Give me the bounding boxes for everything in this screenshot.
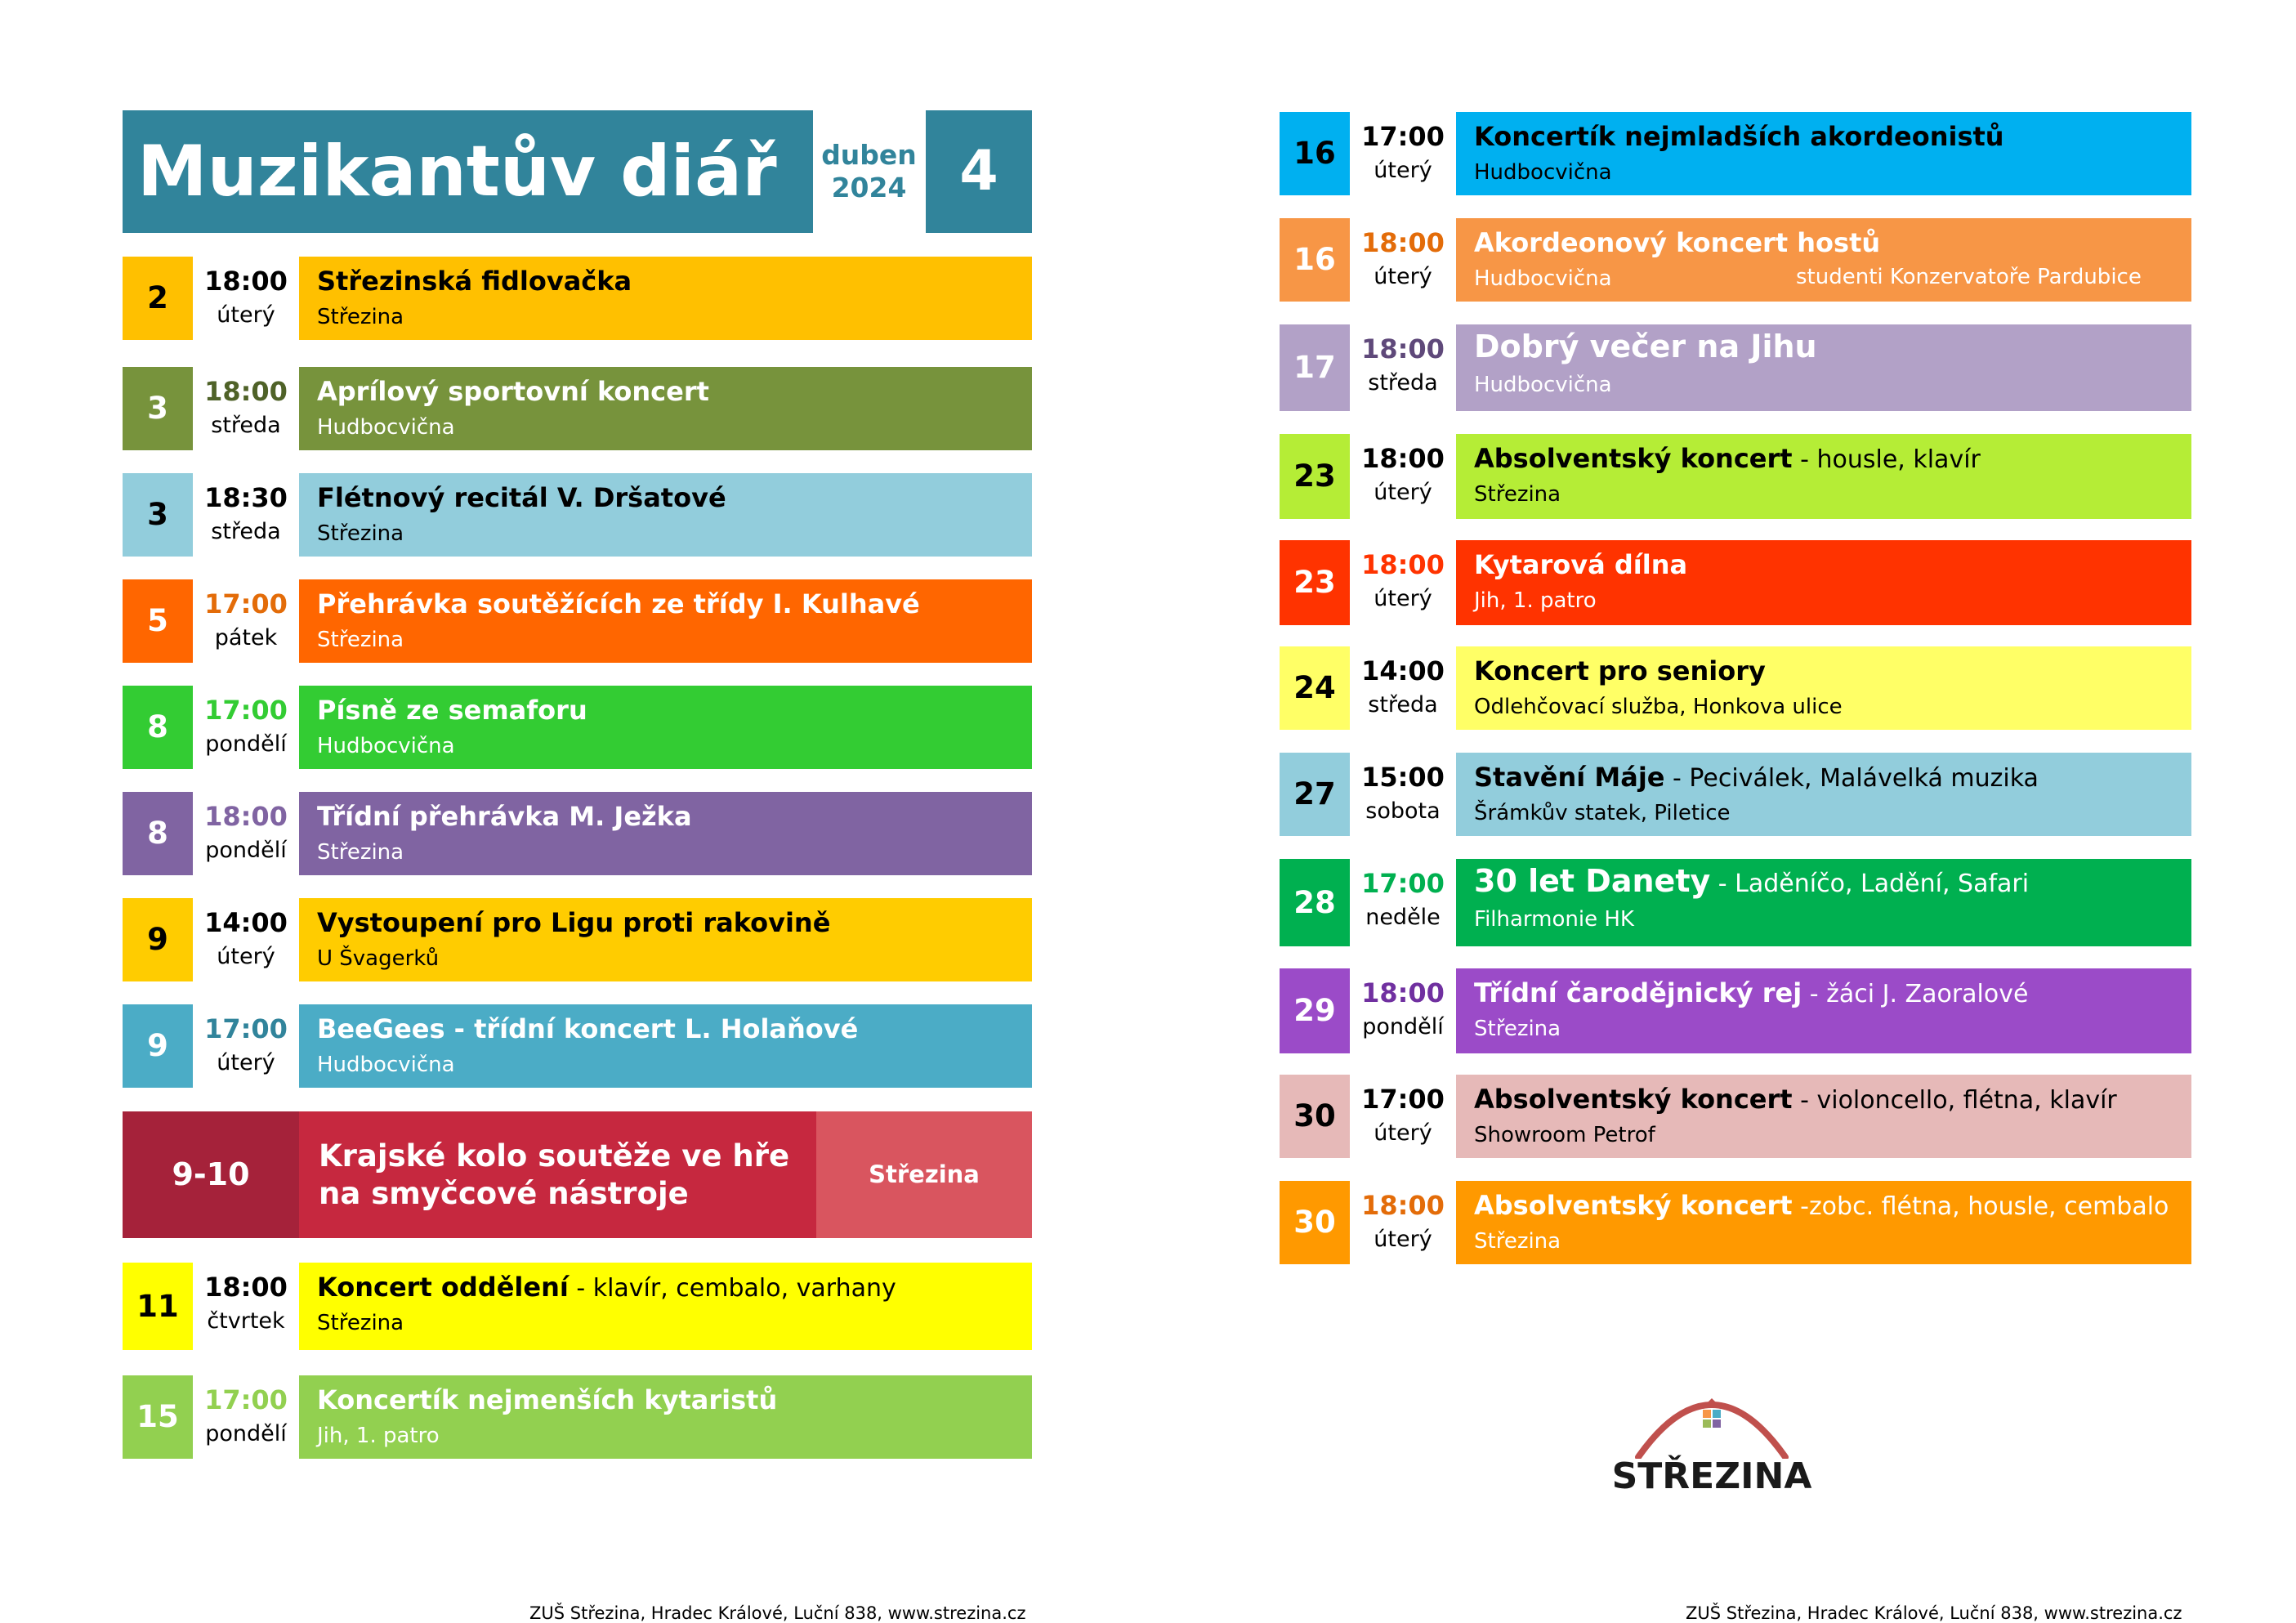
event-day: 29	[1280, 968, 1350, 1053]
event-weekday: neděle	[1365, 905, 1441, 930]
special-event-venue: Střezina	[816, 1111, 1032, 1238]
event-band	[299, 1375, 1032, 1459]
event-weekday: čtvrtek	[207, 1308, 285, 1334]
event-venue: Střezina	[317, 305, 404, 329]
event-venue: Střezina	[1474, 482, 1561, 507]
event-band	[1456, 324, 2191, 411]
event-title-line	[317, 798, 1032, 836]
event-time: 18:00	[1361, 977, 1445, 1008]
event-title: Střezinská fidlovačka	[317, 266, 632, 297]
month-number: 4	[926, 110, 1032, 233]
event-venue: Střezina	[1474, 1017, 1561, 1041]
event-time: 18:30	[204, 482, 288, 513]
event-venue: U Švagerků	[317, 946, 440, 971]
month-name: duben	[821, 139, 917, 171]
event-venue: Jih, 1. patro	[1474, 588, 1597, 613]
event-title: Absolventský koncert	[1474, 443, 1793, 474]
event-title-line	[1474, 1187, 2191, 1225]
event-title: Třídní čarodějnický rej	[1474, 977, 1802, 1008]
event-title-line	[317, 1269, 1032, 1307]
event-weekday: středa	[211, 413, 281, 438]
event-time-block	[1350, 859, 1456, 942]
event-band	[299, 792, 1032, 875]
event-title: Koncert oddělení	[317, 1272, 569, 1303]
event-weekday: středa	[1368, 370, 1438, 396]
event-venue: Odlehčovací služba, Honkova ulice	[1474, 695, 1843, 719]
event-title-line	[317, 263, 1032, 301]
event-band	[1456, 753, 2191, 836]
event-venue: Střezina	[1474, 1229, 1561, 1254]
event-day: 17	[1280, 324, 1350, 411]
event-day: 16	[1280, 218, 1350, 302]
event-band	[299, 898, 1032, 981]
event-weekday: úterý	[217, 944, 275, 969]
event-time-block	[1350, 112, 1456, 195]
event-day: 8	[123, 792, 193, 875]
event-time: 18:00	[1361, 1190, 1445, 1221]
event-time-block	[1350, 540, 1456, 624]
event-day: 30	[1280, 1181, 1350, 1264]
event-weekday: středa	[211, 519, 281, 544]
event-band	[299, 257, 1032, 340]
event-title: Písně ze semaforu	[317, 695, 587, 726]
event-time-block	[1350, 646, 1456, 730]
event-weekday: pondělí	[205, 838, 287, 863]
event-time-block	[193, 1004, 299, 1088]
event-title-line	[317, 480, 1032, 517]
event-band	[299, 367, 1032, 450]
event-time: 17:00	[204, 695, 288, 726]
event-title: Koncert pro seniory	[1474, 655, 1766, 686]
event-title: Přehrávka soutěžících ze třídy I. Kulhavé	[317, 588, 920, 619]
event-day: 5	[123, 579, 193, 663]
event-time: 18:00	[204, 376, 288, 407]
event-day: 24	[1280, 646, 1350, 730]
event-time: 17:00	[1361, 868, 1445, 899]
event-day: 8	[123, 686, 193, 769]
event-time-block	[193, 367, 299, 450]
event-title: Akordeonový koncert hostů	[1474, 227, 1881, 258]
event-day: 3	[123, 367, 193, 450]
event-weekday: úterý	[1374, 586, 1432, 611]
event-title: Kytarová dílna	[1474, 549, 1688, 580]
event-title-line	[1474, 440, 2191, 478]
event-time-block	[193, 898, 299, 981]
event-day: 30	[1280, 1075, 1350, 1158]
special-event-title	[299, 1111, 816, 1238]
event-venue: Showroom Petrof	[1474, 1123, 1655, 1147]
event-time: 18:00	[1361, 549, 1445, 580]
event-time-block	[1350, 324, 1456, 408]
event-time-block	[1350, 1181, 1456, 1264]
event-venue: Filharmonie HK	[1474, 907, 1634, 932]
event-time-block	[1350, 434, 1456, 517]
event-time-block	[1350, 753, 1456, 836]
year-label: 2024	[831, 172, 907, 203]
event-extra: -zobc. flétna, housle, cembalo	[1792, 1192, 2169, 1221]
event-weekday: pondělí	[205, 731, 287, 757]
event-day: 2	[123, 257, 193, 340]
footer-right: ZUŠ Střezina, Hradec Králové, Luční 838, www.strezina.cz	[1686, 1603, 2182, 1623]
event-weekday: středa	[1368, 692, 1438, 718]
event-time: 17:00	[204, 1013, 288, 1044]
event-title: Absolventský koncert	[1474, 1190, 1793, 1221]
strezina-logo	[1597, 1369, 1826, 1508]
event-extra: - violoncello, flétna, klavír	[1792, 1086, 2117, 1115]
event-day: 9	[123, 898, 193, 981]
event-title: Aprílový sportovní koncert	[317, 376, 709, 407]
event-weekday: úterý	[217, 1050, 275, 1075]
event-venue: Střezina	[317, 840, 404, 865]
event-band	[1456, 434, 2191, 519]
event-title-line	[1474, 653, 2191, 691]
event-time: 18:00	[204, 266, 288, 297]
event-venue: Hudbocvična	[317, 1053, 455, 1077]
event-time-block	[193, 473, 299, 557]
event-time: 18:00	[204, 801, 288, 832]
event-title-line	[317, 692, 1032, 730]
logo-graphic	[1597, 1369, 1826, 1459]
event-title-line	[1474, 759, 2191, 797]
footer-left: ZUŠ Střezina, Hradec Králové, Luční 838, www.strezina.cz	[529, 1603, 1026, 1623]
event-title: Třídní přehrávka M. Ježka	[317, 801, 692, 832]
event-band	[299, 473, 1032, 557]
event-weekday: pátek	[214, 625, 278, 651]
event-title: Dobrý večer na Jihu	[1474, 329, 1817, 364]
event-band	[1456, 859, 2191, 946]
event-time: 18:00	[1361, 443, 1445, 474]
event-weekday: úterý	[1374, 480, 1432, 505]
event-title: Stavění Máje	[1474, 762, 1665, 793]
event-band	[299, 1004, 1032, 1088]
event-title-line	[1474, 118, 2191, 156]
special-event	[123, 1111, 1032, 1238]
event-title-line	[1474, 547, 2191, 584]
event-day: 15	[123, 1375, 193, 1459]
event-title: BeeGees - třídní koncert L. Holaňové	[317, 1013, 859, 1044]
event-time-block	[1350, 218, 1456, 302]
event-day: 11	[123, 1263, 193, 1350]
event-day: 3	[123, 473, 193, 557]
event-day: 23	[1280, 434, 1350, 519]
event-time-block	[193, 579, 299, 663]
event-weekday: pondělí	[205, 1421, 287, 1446]
event-time: 18:00	[1361, 333, 1445, 364]
event-title: Absolventský koncert	[1474, 1084, 1793, 1115]
event-weekday: úterý	[1374, 1120, 1432, 1146]
event-venue: Šrámkův statek, Piletice	[1474, 801, 1731, 825]
event-time-block	[1350, 968, 1456, 1052]
event-band	[1456, 218, 2191, 302]
event-band	[1456, 646, 2191, 730]
event-title-line	[1474, 975, 2191, 1013]
event-time: 14:00	[204, 907, 288, 938]
event-day: 28	[1280, 859, 1350, 946]
event-band	[1456, 1181, 2191, 1264]
event-day: 9	[123, 1004, 193, 1088]
event-band	[299, 1263, 1032, 1350]
event-venue: Hudbocvična	[1474, 373, 1612, 397]
event-weekday: úterý	[1374, 158, 1432, 183]
event-time: 18:00	[1361, 227, 1445, 258]
event-venue: Střezina	[317, 628, 404, 652]
event-day: 16	[1280, 112, 1350, 195]
logo-text: STŘEZINA	[1611, 1455, 1812, 1497]
event-weekday: úterý	[1374, 264, 1432, 289]
event-day: 27	[1280, 753, 1350, 836]
event-title-line	[317, 1382, 1032, 1420]
event-extra: - housle, klavír	[1792, 445, 1981, 474]
event-time-block	[193, 686, 299, 769]
event-title: Koncertík nejmenších kytaristů	[317, 1384, 778, 1415]
event-time: 17:00	[1361, 121, 1445, 152]
event-venue: Střezina	[317, 1311, 404, 1335]
special-event-days: 9-10	[123, 1111, 299, 1238]
event-time: 15:00	[1361, 762, 1445, 793]
event-time-block	[193, 257, 299, 340]
event-time: 17:00	[1361, 1084, 1445, 1115]
event-band	[1456, 540, 2191, 625]
event-venue: Hudbocvična	[317, 415, 455, 440]
event-time-block	[193, 1263, 299, 1346]
event-band	[299, 579, 1032, 663]
event-extra: - žáci J. Zaoralové	[1802, 980, 2029, 1008]
event-time-block	[193, 792, 299, 875]
event-extra: - Laděníčo, Ladění, Safari	[1710, 870, 2030, 898]
event-time: 17:00	[204, 588, 288, 619]
event-title-line	[317, 905, 1032, 942]
event-title-line	[1474, 1081, 2191, 1119]
event-venue-note: studenti Konzervatoře Pardubice	[1796, 265, 2142, 289]
event-title-line	[317, 1011, 1032, 1048]
event-band	[1456, 968, 2191, 1053]
event-band	[1456, 1075, 2191, 1158]
special-event-title-line1: Krajské kolo soutěže ve hře	[319, 1138, 790, 1174]
event-venue: Hudbocvična	[1474, 160, 1612, 185]
event-venue: Jih, 1. patro	[317, 1424, 440, 1448]
event-title-line	[1474, 225, 2191, 262]
event-venue: Hudbocvična	[1474, 266, 1612, 291]
event-title-line	[1474, 328, 2191, 369]
event-weekday: sobota	[1365, 798, 1441, 824]
event-title: 30 let Danety	[1474, 863, 1711, 899]
event-title: Koncertík nejmladších akordeonistů	[1474, 121, 2004, 152]
event-band	[299, 686, 1032, 769]
event-time-block	[193, 1375, 299, 1459]
event-venue: Střezina	[317, 521, 404, 546]
event-venue: Hudbocvična	[317, 734, 455, 758]
event-title-line	[317, 373, 1032, 411]
event-day: 23	[1280, 540, 1350, 625]
event-extra: - klavír, cembalo, varhany	[568, 1274, 896, 1303]
special-event-title-line2: na smyčcové nástroje	[319, 1176, 689, 1211]
event-weekday: úterý	[1374, 1227, 1432, 1252]
event-time: 18:00	[204, 1272, 288, 1303]
event-time-block	[1350, 1075, 1456, 1158]
page-title: Muzikantův diář	[123, 110, 813, 233]
event-weekday: úterý	[217, 302, 275, 328]
event-band	[1456, 112, 2191, 195]
event-title: Flétnový recitál V. Dršatové	[317, 482, 726, 513]
event-extra: - Peciválek, Malávelká muzika	[1664, 764, 2039, 793]
event-time: 14:00	[1361, 655, 1445, 686]
event-time: 17:00	[204, 1384, 288, 1415]
event-title: Vystoupení pro Ligu proti rakovině	[317, 907, 831, 938]
event-title-line	[317, 586, 1032, 624]
event-weekday: pondělí	[1362, 1014, 1444, 1040]
event-title-line	[1474, 862, 2191, 903]
